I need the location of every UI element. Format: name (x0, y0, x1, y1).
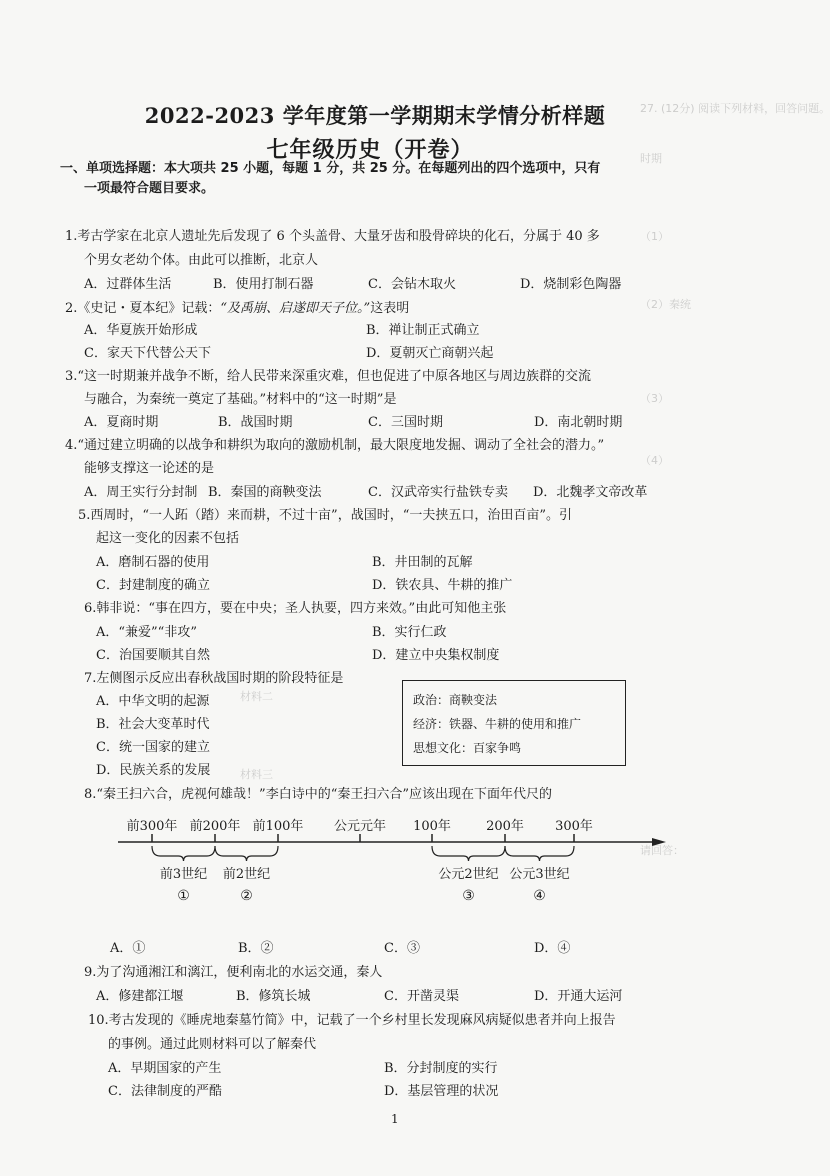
question-9-option-b[interactable]: B．修筑长城 (236, 989, 311, 1004)
timeline-period-label: 公元2世纪 (438, 867, 499, 882)
question-4-option-d[interactable]: D．北魏孝文帝改革 (533, 485, 648, 500)
question-9-stem: 9.为了沟通湘江和漓江，便利南北的水运交通，秦人 (84, 965, 383, 980)
question-10-option-a[interactable]: A．早期国家的产生 (108, 1061, 222, 1076)
question-2-option-d[interactable]: D．夏朝灭亡商朝兴起 (366, 346, 494, 361)
question-2-stem-pre: 2.《史记・夏本纪》记载： (65, 301, 221, 316)
q7-box-economy: 经济：铁器、牛耕的使用和推广 (413, 717, 582, 731)
timeline-period-label: 前2世纪 (222, 867, 271, 882)
question-5-stem-cont: 起这一变化的因素不包括 (96, 531, 240, 546)
question-10-stem-cont: 的事例。通过此则材料可以了解秦代 (108, 1037, 317, 1052)
question-2-stem-quote: “及禹崩、启遂即天子位。” (220, 301, 371, 316)
question-6-option-d[interactable]: D．建立中央集权制度 (372, 648, 500, 663)
question-4-stem: 4.“通过建立明确的以战争和耕织为取向的激励机制，最大限度地发掘、调动了全社会的潜力。” (65, 438, 605, 453)
q7-info-box (402, 680, 626, 766)
question-7-option-b[interactable]: B．社会大变革时代 (96, 717, 210, 732)
bleed-through-text: 27. (12分) 阅读下列材料，回答问题。 (640, 102, 830, 115)
question-2-option-a[interactable]: A．华夏族开始形成 (84, 323, 198, 338)
question-6-option-a[interactable]: A．“兼爱”“非攻” (96, 625, 197, 640)
question-4-option-a[interactable]: A．周王实行分封制 (84, 485, 198, 500)
question-1-option-d[interactable]: D．烧制彩色陶器 (520, 277, 622, 292)
question-3-stem-cont: 与融合，为秦统一奠定了基础。”材料中的“这一时期”是 (84, 392, 397, 407)
timeline-ruler (0, 808, 794, 938)
timeline-tick-label: 300年 (555, 819, 593, 834)
question-7-option-c[interactable]: C．统一国家的建立 (96, 740, 210, 755)
question-5-stem: 5.西周时，“一人跖（踏）来而耕，不过十亩”，战国时，“一夫挟五口，治田百亩”。引 (78, 508, 572, 523)
timeline-tick-label: 公元元年 (333, 819, 387, 834)
question-8-option-c[interactable]: C．③ (384, 941, 420, 956)
timeline-period-label: 前3世纪 (159, 867, 208, 882)
question-4-option-c[interactable]: C．汉武帝实行盐铁专卖 (368, 485, 508, 500)
timeline-period-label: 公元3世纪 (509, 867, 570, 882)
question-7-option-a[interactable]: A．中华文明的起源 (96, 694, 210, 709)
question-8-option-b[interactable]: B．② (238, 941, 274, 956)
section-instruction-cont: 一项最符合题目要求。 (84, 181, 215, 196)
question-5-option-c[interactable]: C．封建制度的确立 (96, 578, 210, 593)
question-6-stem: 6.韩非说：“事在四方，要在中央；圣人执要，四方来效。”由此可知他主张 (84, 601, 507, 616)
timeline-mark: ① (177, 888, 190, 904)
question-3-option-a[interactable]: A．夏商时期 (84, 415, 159, 430)
timeline-tick-label: 前100年 (252, 819, 304, 834)
question-1-stem-cont: 个男女老幼个体。由此可以推断，北京人 (84, 253, 319, 268)
timeline-tick-label: 100年 (413, 819, 451, 834)
bleed-through-text: （2）秦统 (640, 298, 691, 311)
question-4-option-b[interactable]: B．秦国的商鞅变法 (208, 485, 322, 500)
question-2-option-c[interactable]: C．家天下代替公天下 (84, 346, 211, 361)
timeline-brace (152, 846, 215, 861)
page-title: 2022-2023 学年度第一学期期末学情分析样题 (144, 103, 606, 128)
timeline-tick-label: 200年 (486, 819, 524, 834)
question-8-option-d[interactable]: D．④ (534, 941, 571, 956)
question-1-option-a[interactable]: A．过群体生活 (84, 277, 172, 292)
question-10-stem: 10.考古发现的《睡虎地秦墓竹简》中，记载了一个乡村里长发现麻风病疑似患者并向上报告 (88, 1013, 616, 1028)
question-5-option-a[interactable]: A．磨制石器的使用 (96, 555, 210, 570)
question-3-stem: 3.“这一时期兼并战争不断，给人民带来深重灾难，但也促进了中原各地区与周边族群的交流 (65, 369, 592, 384)
timeline-brace (432, 846, 505, 861)
question-3-option-b[interactable]: B．战国时期 (218, 415, 293, 430)
timeline-mark: ② (240, 888, 253, 904)
q7-box-politics: 政治：商鞅变法 (413, 693, 498, 707)
section-instruction: 一、单项选择题：本大项共 25 小题，每题 1 分，共 25 分。在每题列出的四个选项中，只有 (60, 161, 601, 176)
timeline-mark: ③ (462, 888, 475, 904)
question-9-option-d[interactable]: D．开通大运河 (534, 989, 623, 1004)
timeline-tick-label: 前300年 (126, 819, 178, 834)
question-2-option-b[interactable]: B．禅让制正式确立 (366, 323, 480, 338)
bleed-through-text: 材料三 (240, 768, 273, 781)
question-1-stem: 1.考古学家在北京人遗址先后发现了 6 个头盖骨、大量牙齿和股骨碎块的化石，分属于 40 多 (65, 229, 600, 244)
bleed-through-text: （4） (640, 454, 669, 467)
question-3-option-c[interactable]: C．三国时期 (368, 415, 443, 430)
timeline-brace (215, 846, 278, 861)
timeline-arrow-icon (652, 838, 666, 846)
question-6-option-b[interactable]: B．实行仁政 (372, 625, 447, 640)
question-5-option-b[interactable]: B．井田制的瓦解 (372, 555, 473, 570)
question-9-option-a[interactable]: A．修建都江堰 (96, 989, 184, 1004)
question-7-stem: 7.左侧图示反应出春秋战国时期的阶段特征是 (84, 671, 344, 686)
question-1-option-c[interactable]: C．会钻木取火 (368, 277, 456, 292)
bleed-through-text: （1） (640, 230, 669, 243)
timeline-brace (505, 846, 574, 861)
question-5-option-d[interactable]: D．铁农具、牛耕的推广 (372, 578, 513, 593)
bleed-through-text: 材料二 (240, 690, 273, 703)
question-2-stem (65, 300, 409, 318)
question-8-stem: 8.“秦王扫六合，虎视何雄哉！”李白诗中的“秦王扫六合”应该出现在下面年代尺的 (84, 787, 552, 802)
timeline-mark: ④ (533, 888, 546, 904)
timeline-tick-label: 前200年 (189, 819, 241, 834)
page-number: 1 (391, 1112, 399, 1126)
question-3-option-d[interactable]: D．南北朝时期 (534, 415, 623, 430)
bleed-through-text: 时期 (640, 152, 662, 165)
question-8-option-a[interactable]: A．① (110, 941, 146, 956)
question-7-option-d[interactable]: D．民族关系的发展 (96, 763, 211, 778)
question-10-option-c[interactable]: C．法律制度的严酷 (108, 1084, 222, 1099)
question-10-option-d[interactable]: D．基层管理的状况 (384, 1084, 499, 1099)
bleed-through-text: 请回答： (640, 844, 684, 857)
question-2-stem-post: 这表明 (370, 301, 410, 316)
question-9-option-c[interactable]: C．开凿灵渠 (384, 989, 459, 1004)
q7-box-culture: 思想文化：百家争鸣 (413, 741, 522, 755)
question-10-option-b[interactable]: B．分封制度的实行 (384, 1061, 498, 1076)
bleed-through-text: （3） (640, 392, 669, 405)
question-6-option-c[interactable]: C．治国要顺其自然 (96, 648, 210, 663)
page-subtitle: 七年级历史（开卷） (266, 137, 474, 163)
question-1-option-b[interactable]: B．使用打制石器 (213, 277, 314, 292)
question-4-stem-cont: 能够支撑这一论述的是 (84, 461, 215, 476)
